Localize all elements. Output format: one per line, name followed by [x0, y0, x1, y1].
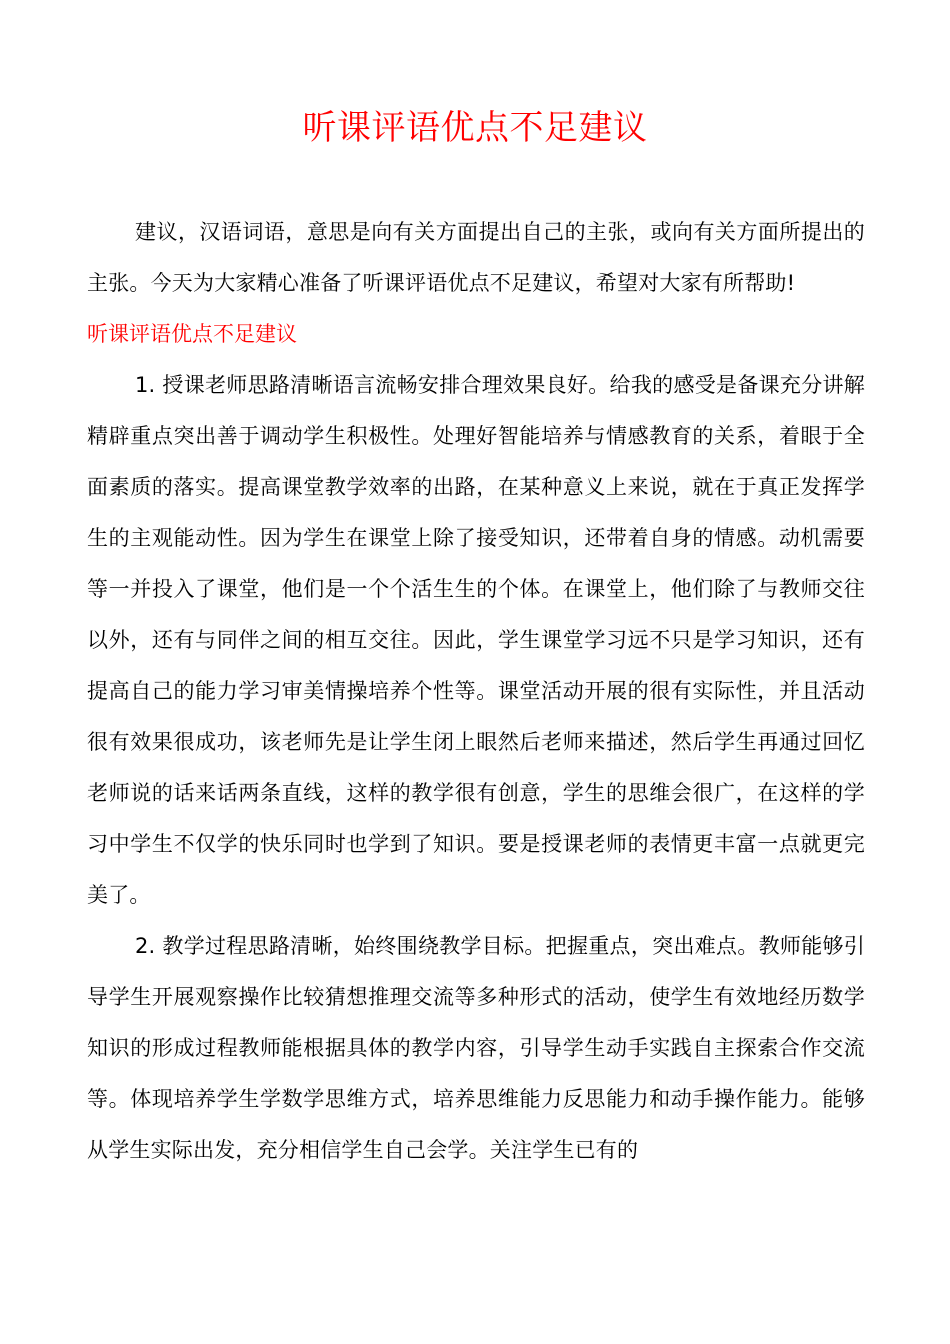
document-body	[87, 207, 865, 1176]
list-item: 2. 教学过程思路清晰，始终围绕教学目标。把握重点，突出难点。教师能够引导学生开展观察操作比较猜想推理交流等多种形式的活动，使学生有效地经历数学知识的形成过程教师能根据具体的教学内容，引导学生动手实践自主探索合作交流等。体现培养学生学数学思维方式，培养思维能力反思能力和动手操作能力。能够从学生实际出发，充分相信学生自己会学。关注学生已有的	[87, 934, 865, 1162]
list-item: 1. 授课老师思路清晰语言流畅安排合理效果良好。给我的感受是备课充分讲解精辟重点突出善于调动学生积极性。处理好智能培养与情感教育的关系，着眼于全面素质的落实。提高课堂教学效率的出路，在某种意义上来说，就在于真正发挥学生的主观能动性。因为学生在课堂上除了接受知识，还带着自身的情感。动机需要等一并投入了课堂，他们是一个个活生生的个体。在课堂上，他们除了与教师交往以外，还有与同伴之间的相互交往。因此，学生课堂学习远不只是学习知识，还有提高自己的能力学习审美情操培养个性等。课堂活动开展的很有实际性，并且活动很有效果很成功，该老师先是让学生闭上眼然后老师来描述，然后学生再通过回忆老师说的话来话两条直线，这样的教学很有创意，学生的思维会很广，在这样的学习中学生不仅学的快乐同时也学到了知识。要是授课老师的表情更丰富一点就更完美了。	[87, 373, 865, 907]
document-title: 听课评语优点不足建议	[302, 108, 648, 148]
section-heading: 听课评语优点不足建议	[87, 322, 297, 346]
intro-paragraph: 建议，汉语词语，意思是向有关方面提出自己的主张，或向有关方面所提出的主张。今天为大家精心准备了听课评语优点不足建议，希望对大家有所帮助!	[87, 220, 865, 295]
